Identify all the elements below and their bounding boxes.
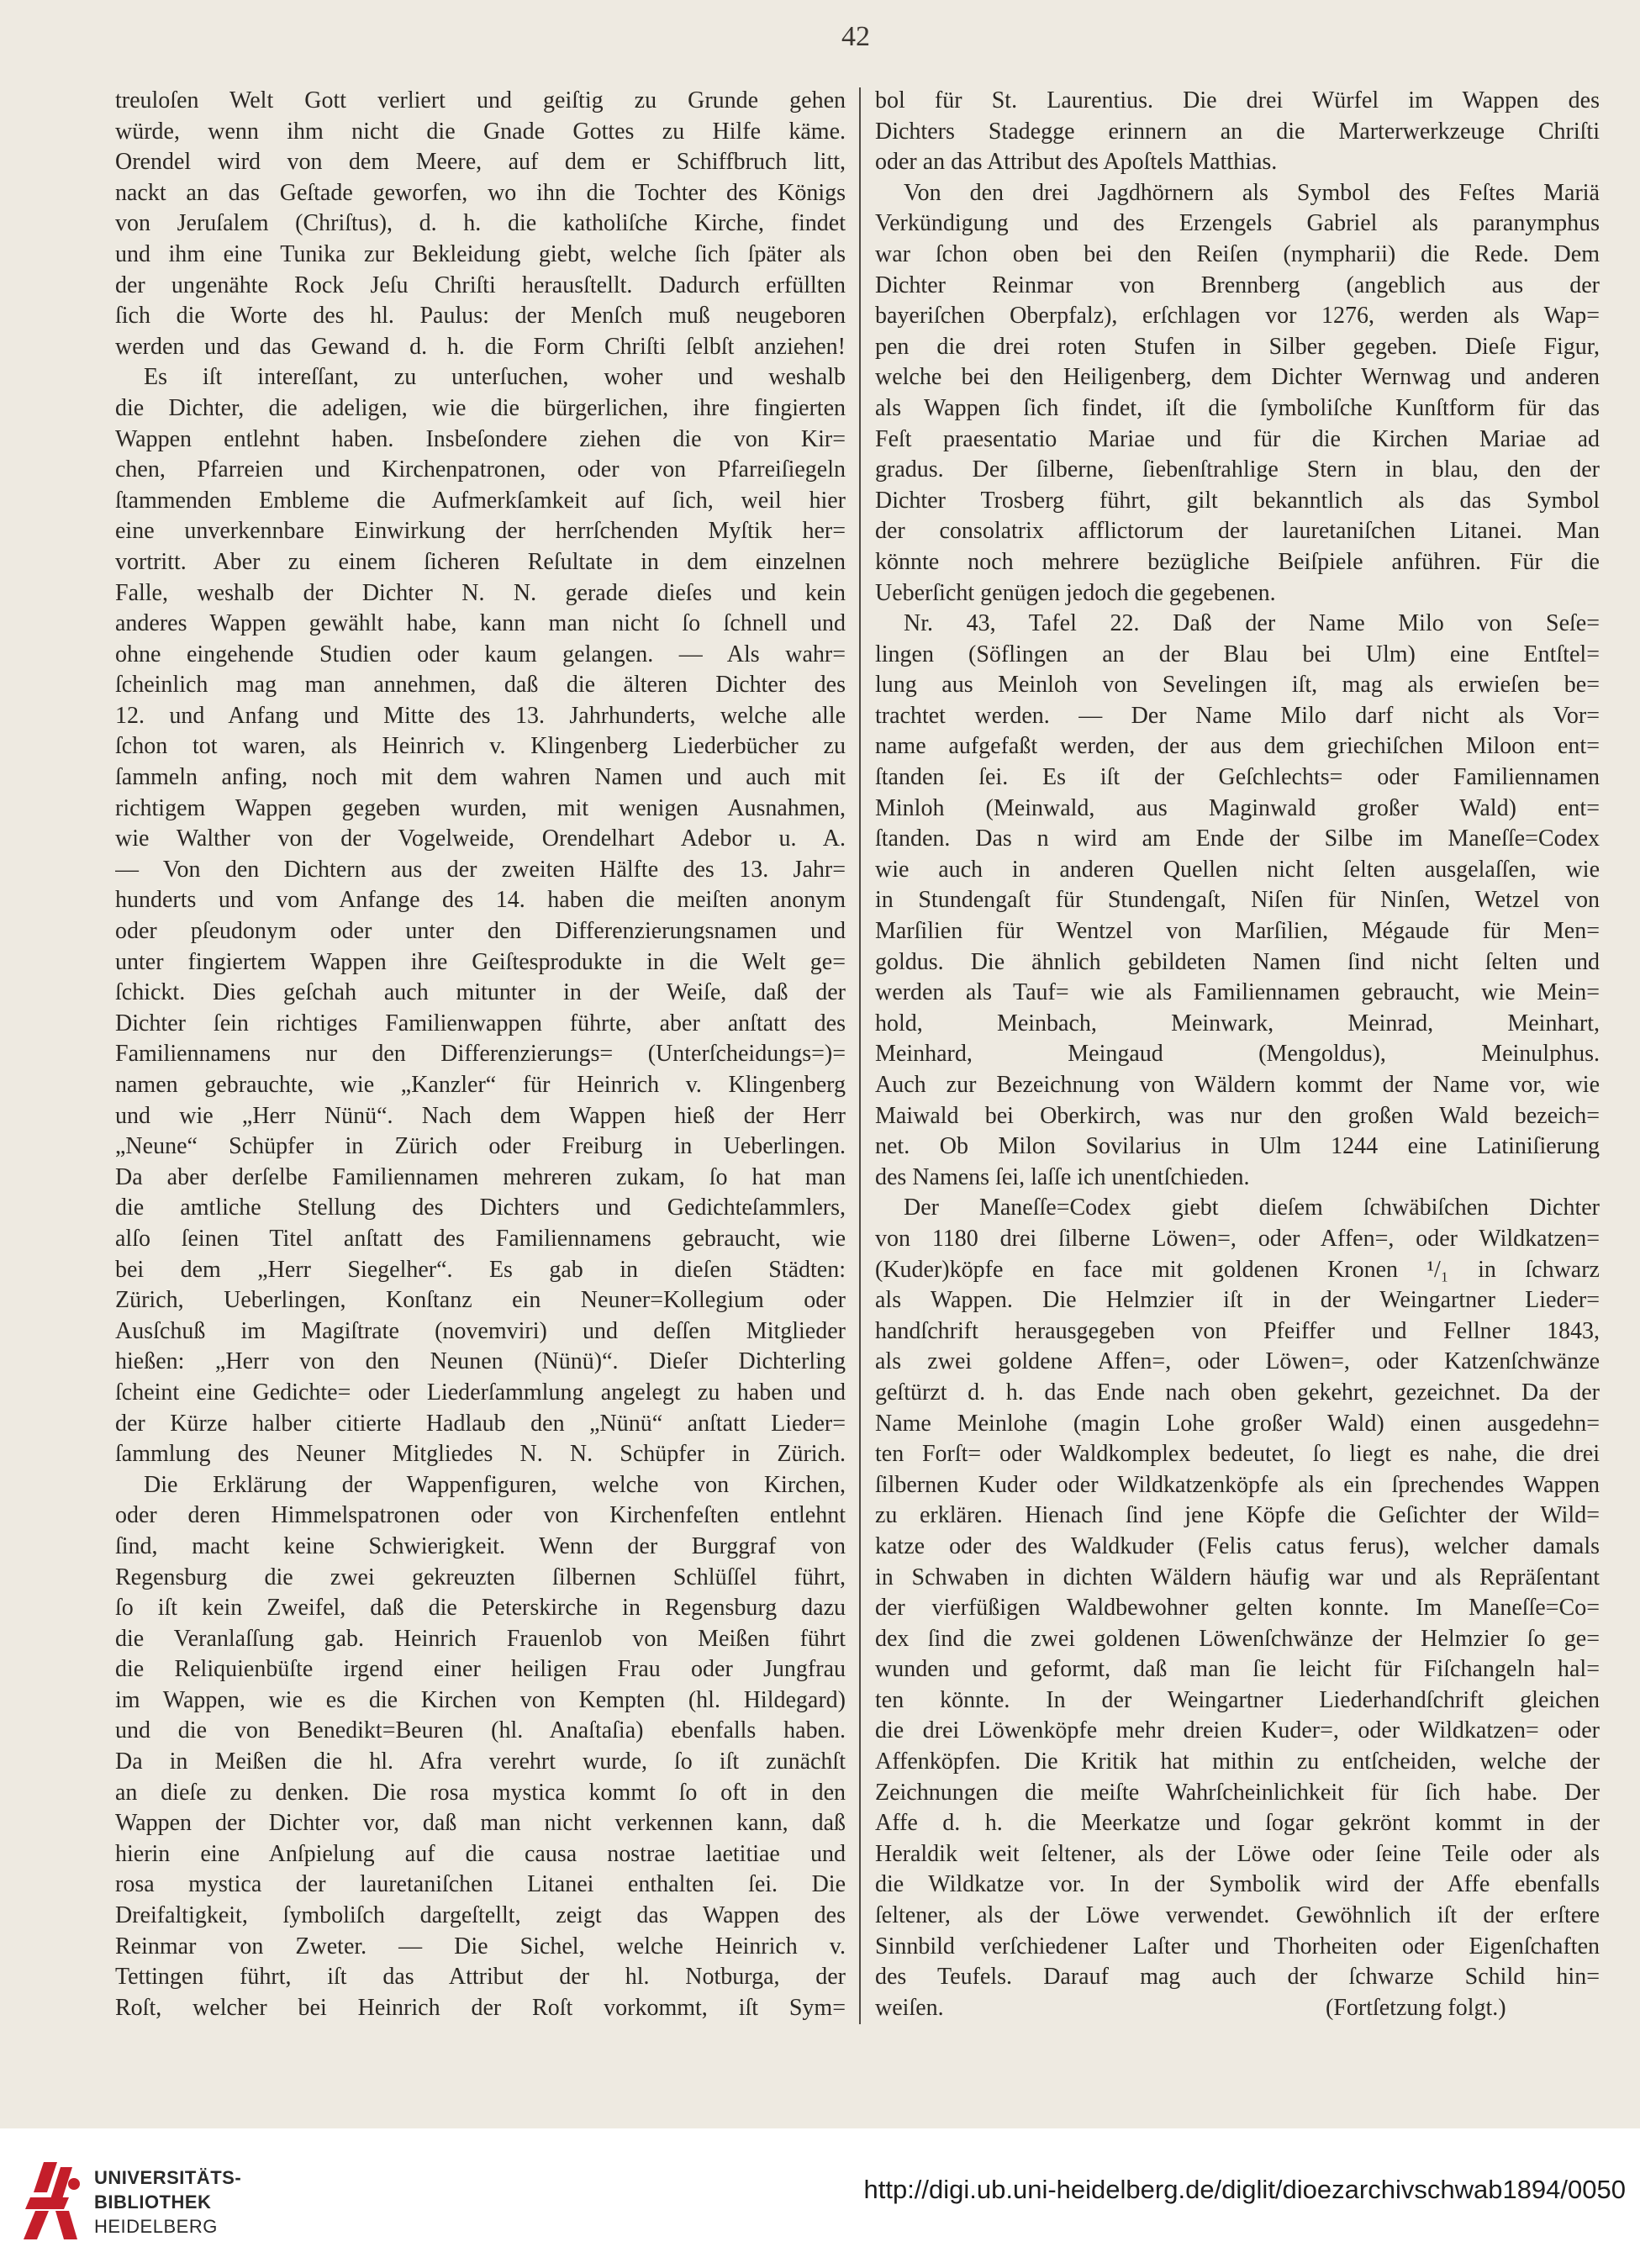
text-line: richtigem Wappen gegeben wurden, mit wenigen Ausnahmen, — [115, 794, 846, 821]
text-line: Familiennamens nur den Differenzierungs= (Unterſcheidungs=)= — [115, 1041, 846, 1068]
source-url-link[interactable]: http://digi.ub.uni-heidelberg.de/diglit/dioezarchivschwab1894/0050 — [863, 2175, 1626, 2204]
text-line: von 1180 drei ſilberne Löwen=, oder Affen=, oder Wildkatzen= — [875, 1225, 1600, 1252]
text-line: die Wildkatze vor. In der Symbolik wird der Affe ebenfalls — [875, 1871, 1600, 1898]
library-name — [94, 2165, 241, 2239]
library-name-line: BIBLIOTHEK — [94, 2192, 212, 2213]
text-line: lingen (Söflingen an der Blau bei Ulm) eine Entſtel= — [875, 641, 1600, 667]
paragraph — [875, 178, 1600, 609]
text-line: und ihm eine Tunika zur Bekleidung giebt, welche ſich ſpäter als — [115, 240, 846, 267]
text-line: Affenköpfen. Die Kritik hat mithin zu entſcheiden, welche der — [875, 1748, 1600, 1775]
text-line: treuloſen Welt Gott verliert und geiſtig zu Grunde gehen — [115, 87, 846, 113]
text-line: hießen: „Herr von den Neunen (Nünü)“. Dieſer Dichterling — [115, 1348, 846, 1375]
text-line: (Kuder)köpfe en face mit goldenen Kronen ¹/₁ in ſchwarz — [875, 1256, 1600, 1283]
text-line: Regensburg die zwei gekreuzten ſilbernen Schlüſſel führt, — [115, 1564, 846, 1590]
paragraph — [875, 86, 1600, 178]
text-line: war ſchon oben bei den Reiſen (nympharii) die Rede. Dem — [875, 240, 1600, 267]
text-line: Ausſchuß im Magiſtrate (novemviri) und deſſen Mitglieder — [115, 1317, 846, 1344]
text-line: im Wappen, wie es die Kirchen von Kempten (hl. Hildegard) — [115, 1686, 846, 1713]
text-line: ſo iſt kein Zweifel, daß die Peterskirche in Regensburg dazu — [115, 1595, 846, 1622]
text-line: pen die drei roten Stufen in Silber gegeben. Dieſe Figur, — [875, 333, 1600, 360]
text-line: die Dichter, die adeligen, wie die bürgerlichen, ihre fingierten — [115, 394, 846, 421]
text-line: und die von Benedikt=Beuren (hl. Anaſtaſia) ebenfalls haben. — [115, 1717, 846, 1744]
text-line: chen, Pfarreien und Kirchenpatronen, oder von Pfarreiſiegeln — [115, 456, 846, 483]
text-line: als Wappen. Die Helmzier iſt in der Weingartner Lieder= — [875, 1287, 1600, 1314]
text-line: goldus. Die ähnlich gebildeten Namen ſind nicht ſelten und — [875, 948, 1600, 975]
paragraph — [115, 86, 846, 362]
text-line: bol für St. Laurentius. Die drei Würfel im Wappen des — [875, 87, 1600, 113]
text-line: ſchickt. Dies geſchah auch mitunter in der Weiſe, daß der — [115, 979, 846, 1006]
text-line: Tettingen führt, iſt das Attribut der hl. Notburga, der — [115, 1964, 846, 1991]
text-line: des Teufels. Darauf mag auch der ſchwarze Schild hin= — [875, 1964, 1600, 1991]
text-line: 12. und Anfang und Mitte des 13. Jahrhunderts, welche alle — [115, 702, 846, 729]
text-line: wie Walther von der Vogelweide, Orendelhart Adebor u. A. — [115, 825, 846, 852]
text-line: Falle, weshalb der Dichter N. N. gerade dieſes und kein — [115, 579, 846, 606]
text-line: Sinnbild verſchiedener Laſter und Thorheiten oder Eigenſchaften — [875, 1933, 1600, 1959]
continuation-note: (Fortſetzung folgt.) — [1326, 1995, 1506, 2022]
text-line: ohne eingehende Studien oder kaum gelangen. — Als wahr= — [115, 641, 846, 667]
text-line: hold, Meinbach, Meinwark, Meinrad, Meinhart, — [875, 1010, 1600, 1036]
text-line: die Reliquienbüſte irgend einer heiligen Frau oder Jungfrau — [115, 1656, 846, 1683]
text-line: Wappen der Dichter vor, daß man nicht verkennen kann, daß — [115, 1810, 846, 1837]
library-name-line: HEIDELBERG — [94, 2216, 218, 2237]
university-library-logo-icon — [18, 2159, 89, 2243]
text-line: bei dem „Herr Siegelher“. Es gab in dieſen Städten: — [115, 1256, 846, 1283]
text-line: Wappen entlehnt haben. Insbeſondere ziehen die von Kir= — [115, 425, 846, 452]
text-line: an dieſe zu denken. Die rosa mystica kommt ſo oft in den — [115, 1779, 846, 1806]
text-line: als Wappen ſich findet, iſt die ſymboliſche Kunſtform für das — [875, 394, 1600, 421]
text-line: des Namens ſei, laſſe ich unentſchieden. — [875, 1163, 1250, 1190]
text-line: Da aber derſelbe Familiennamen mehreren zukam, ſo hat man — [115, 1163, 846, 1190]
column-divider — [859, 87, 861, 2024]
text-line: geſtürzt d. h. das Ende nach oben gekehrt, gezeichnet. Da der — [875, 1379, 1600, 1406]
text-line: katze oder des Waldkuder (Felis catus ferus), welcher damals — [875, 1532, 1600, 1559]
text-line: Da in Meißen die hl. Afra verehrt wurde, ſo iſt zunächſt — [115, 1748, 846, 1775]
text-line: Ueberſicht genügen jedoch die gegebenen. — [875, 579, 1276, 606]
text-line: Reinmar von Zweter. — Die Sichel, welche Heinrich v. — [115, 1933, 846, 1959]
text-line: eine unverkennbare Einwirkung der herrſchenden Myſtik her= — [115, 518, 846, 545]
text-line: Zürich, Ueberlingen, Konſtanz ein Neuner=Kollegium oder — [115, 1287, 846, 1314]
text-line: und wie „Herr Nünü“. Nach dem Wappen hieß der Herr — [115, 1102, 846, 1129]
text-line: wunden und geformt, daß man ſie leicht für Fiſchangeln hal= — [875, 1656, 1600, 1683]
text-line: oder an das Attribut des Apoſtels Matthias. — [875, 149, 1278, 176]
text-line: Verkündigung und des Erzengels Gabriel als paranymphus — [875, 210, 1600, 237]
text-line: dex ſind die zwei goldenen Löwenſchwänze der Helmzier ſo ge= — [875, 1625, 1600, 1652]
text-line: Affe d. h. die Meerkatze und ſogar gekrönt kommt in der — [875, 1810, 1600, 1837]
text-line: ten Forſt= oder Waldkomplex bedeutet, ſo liegt es nahe, die drei — [875, 1441, 1600, 1468]
page-number: 42 — [841, 21, 870, 52]
paragraph — [115, 1470, 846, 2024]
text-line: ſich die Worte des hl. Paulus: der Menſch muß neugeboren — [115, 303, 846, 330]
left-text-column — [115, 86, 846, 2023]
text-line: ſchon tot waren, als Heinrich v. Klingenberg Liederbücher zu — [115, 733, 846, 760]
text-line: ſcheint eine Gedichte= oder Liederſammlung angelegt zu haben und — [115, 1379, 846, 1406]
text-line: hunderts und vom Anfange des 14. haben die meiſten anonym — [115, 887, 846, 914]
text-line: in Schwaben in dichten Wäldern häufig war und als Repräſentant — [875, 1564, 1600, 1590]
text-line: ſeltener, als der Löwe verwendet. Gewöhnlich iſt der erſtere — [875, 1902, 1600, 1929]
text-line: — Von den Dichtern aus der zweiten Hälfte des 13. Jahr= — [115, 856, 846, 883]
text-line: ten könnte. In der Weingartner Liederhandſchrift gleichen — [875, 1686, 1600, 1713]
text-line: Minloh (Meinwald, aus Maginwald großer Wald) ent= — [875, 794, 1600, 821]
text-line: als zwei goldene Affen=, oder Löwen=, oder Katzenſchwänze — [875, 1348, 1600, 1375]
text-line: könnte noch mehrere bezügliche Beiſpiele anführen. Für die — [875, 548, 1600, 575]
text-line: anderes Wappen gewählt habe, kann man nicht ſo ſchnell und — [115, 610, 846, 637]
text-line: Es iſt intereſſant, zu unterſuchen, woher und weshalb — [144, 364, 846, 391]
text-line: ſammeln anfing, noch mit dem wahren Namen und auch mit — [115, 764, 846, 791]
text-line: ſilbernen Kuder oder Wildkatzenköpfe als ein ſprechendes Wappen — [875, 1471, 1600, 1498]
text-line: der ungenähte Rock Jeſu Chriſti herausſtellt. Dadurch erfüllten — [115, 272, 846, 298]
text-line: Feſt praesentatio Mariae und für die Kirchen Mariae ad — [875, 425, 1600, 452]
text-line: hierin eine Anſpielung auf die causa nostrae laetitiae und — [115, 1840, 846, 1867]
text-line: werden als Tauf= wie als Familiennamen gebraucht, wie Mein= — [875, 979, 1600, 1006]
text-line: lung aus Meinloh von Sevelingen iſt, mag als erwieſen be= — [875, 672, 1600, 699]
text-line: ſtanden. Das n wird am Ende der Silbe im Maneſſe=Codex — [875, 825, 1600, 852]
text-line: Dichter Reinmar von Brennberg (angeblich aus der — [875, 272, 1600, 298]
text-line: Von den drei Jagdhörnern als Symbol des Feſtes Mariä — [904, 179, 1600, 206]
text-line: Nr. 43, Tafel 22. Daß der Name Milo von Seſe= — [904, 610, 1600, 637]
text-line: Die Erklärung der Wappenfiguren, welche von Kirchen, — [144, 1471, 846, 1498]
text-line: Zeichnungen die meiſte Wahrſcheinlichkeit für ſich habe. Der — [875, 1779, 1600, 1806]
text-line: Auch zur Bezeichnung von Wäldern kommt der Name vor, wie — [875, 1072, 1600, 1098]
text-line: der vierfüßigen Waldbewohner gelten konnte. Im Maneſſe=Co= — [875, 1595, 1600, 1622]
text-line: trachtet werden. — Der Name Milo darf nicht als Vor= — [875, 702, 1600, 729]
text-line: von Jeruſalem (Chriſtus), d. h. die katholiſche Kirche, findet — [115, 210, 846, 237]
text-line: Dichter ſein richtiges Familienwappen führte, aber anſtatt des — [115, 1010, 846, 1036]
text-line: Dreifaltigkeit, ſymboliſch dargeſtellt, zeigt das Wappen des — [115, 1902, 846, 1929]
text-line: ſind, macht keine Schwierigkeit. Wenn der Burggraf von — [115, 1532, 846, 1559]
text-line: namen gebrauchte, wie „Kanzler“ für Heinrich v. Klingenberg — [115, 1072, 846, 1098]
text-line: Dichters Stadegge erinnern an die Marterwerkzeuge Chriſti — [875, 118, 1600, 145]
text-line: rosa mystica der lauretaniſchen Litanei enthalten ſei. Die — [115, 1871, 846, 1898]
right-text-column — [875, 86, 1600, 2023]
text-line: Roſt, welcher bei Heinrich der Roſt vorkommt, iſt Sym= — [115, 1994, 846, 2021]
text-line: Marſilien für Wentzel von Marſilien, Mégaude für Men= — [875, 918, 1600, 945]
text-line: ſcheinlich mag man annehmen, daß die älteren Dichter des — [115, 672, 846, 699]
text-line: nackt an das Geſtade geworfen, wo ihn die Tochter des Königs — [115, 179, 846, 206]
text-line: oder deren Himmelspatronen oder von Kirchenfeſten entlehnt — [115, 1502, 846, 1529]
text-line: welche bei den Heiligenberg, dem Dichter Wernwag und anderen — [875, 364, 1600, 391]
text-line: net. Ob Milon Sovilarius in Ulm 1244 eine Latiniſierung — [875, 1133, 1600, 1160]
text-line: die amtliche Stellung des Dichters und Gedichteſammlers, — [115, 1195, 846, 1221]
text-line: name aufgefaßt werden, der aus dem griechiſchen Miloon ent= — [875, 733, 1600, 760]
text-line: weiſen. — [875, 1994, 944, 2021]
text-line: „Neune“ Schüpfer in Zürich oder Freiburg in Ueberlingen. — [115, 1133, 846, 1160]
text-line: handſchrift herausgegeben von Pfeiffer und Fellner 1843, — [875, 1317, 1600, 1344]
text-line: der Kürze halber citierte Hadlaub den „Nünü“ anſtatt Lieder= — [115, 1410, 846, 1437]
text-line: unter fingiertem Wappen ihre Geiſtesprodukte in die Welt ge= — [115, 948, 846, 975]
library-name-line: UNIVERSITÄTS- — [94, 2167, 242, 2188]
text-line: wie auch in anderen Quellen nicht ſelten ausgelaſſen, wie — [875, 856, 1600, 883]
text-line: ſammlung des Neuner Mitgliedes N. N. Schüpfer in Zürich. — [115, 1441, 846, 1468]
text-line: Dichter Trosberg führt, gilt bekanntlich als das Symbol — [875, 487, 1600, 514]
text-line: Heraldik weit ſeltener, als der Löwe oder ſeine Teile oder als — [875, 1840, 1600, 1867]
text-line: zu erklären. Hienach ſind jene Köpfe die Geſichter der Wild= — [875, 1502, 1600, 1529]
paragraph — [875, 609, 1600, 1193]
text-line: Name Meinlohe (magin Lohe großer Wald) einen ausgedehn= — [875, 1410, 1600, 1437]
text-line: Maiwald bei Oberkirch, was nur den großen Wald bezeich= — [875, 1102, 1600, 1129]
text-line: Orendel wird von dem Meere, auf dem er Schiffbruch litt, — [115, 149, 846, 176]
text-line: vortritt. Aber zu einem ſicheren Reſultate in dem einzelnen — [115, 548, 846, 575]
text-line: werden und das Gewand d. h. die Form Chriſti ſelbſt anziehen! — [115, 333, 846, 360]
text-line: oder pſeudonym oder unter den Differenzierungsnamen und — [115, 918, 846, 945]
text-line: in Stundengaſt für Stundengaſt, Niſen für Ninſen, Wetzel von — [875, 887, 1600, 914]
text-line: der consolatrix afflictorum der lauretaniſchen Litanei. Man — [875, 518, 1600, 545]
text-line: Der Maneſſe=Codex giebt dieſem ſchwäbiſchen Dichter — [904, 1195, 1600, 1221]
text-line: bayeriſchen Oberpfalz), erſchlagen vor 1276, werden als Wap= — [875, 303, 1600, 330]
text-line: würde, wenn ihm nicht die Gnade Gottes zu Hilfe käme. — [115, 118, 846, 145]
text-line: ſtammenden Embleme die Aufmerkſamkeit auf ſich, weil hier — [115, 487, 846, 514]
text-line: alſo ſeinen Titel anſtatt des Familiennamens gebraucht, wie — [115, 1225, 846, 1252]
paragraph — [875, 1193, 1600, 2023]
text-line: die drei Löwenköpfe mehr dreien Kuder=, oder Wildkatzen= oder — [875, 1717, 1600, 1744]
text-line: gradus. Der ſilberne, ſiebenſtrahlige Stern in blau, den der — [875, 456, 1600, 483]
paragraph — [115, 362, 846, 1469]
text-line: ſtanden ſei. Es iſt der Geſchlechts= oder Familiennamen — [875, 764, 1600, 791]
text-line: Meinhard, Meingaud (Mengoldus), Meinulphus. — [875, 1041, 1600, 1068]
text-line: die Veranlaſſung gab. Heinrich Frauenlob von Meißen führt — [115, 1625, 846, 1652]
